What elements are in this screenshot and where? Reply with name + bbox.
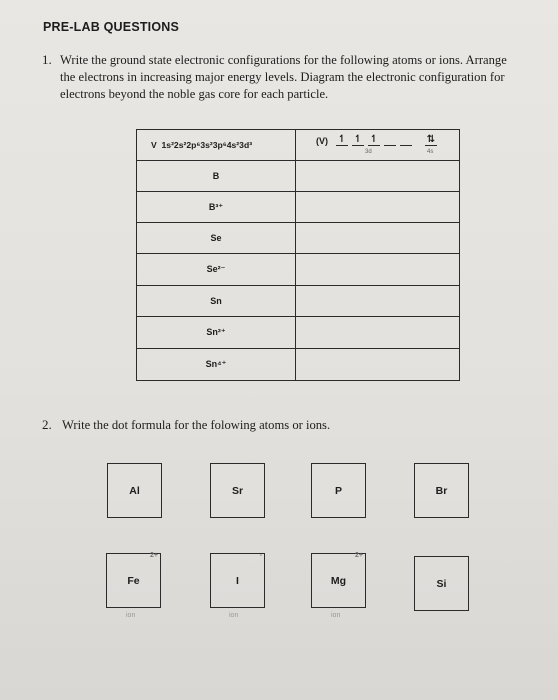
species-label: Se²⁻ <box>137 254 296 285</box>
example-config-cell <box>137 130 296 160</box>
species-label: B <box>137 161 296 191</box>
answer-cell <box>296 192 459 222</box>
answer-cell <box>296 254 459 285</box>
example-diagram-cell <box>296 130 459 160</box>
orbital-3d-3 <box>368 135 380 147</box>
answer-cell <box>296 223 459 253</box>
dot-box-sr <box>210 463 265 518</box>
table-row <box>137 316 459 348</box>
question-2-number: 2. <box>42 417 52 432</box>
answer-cell <box>296 286 459 316</box>
orbital-arrow: ⇅ <box>426 134 436 145</box>
orbital-arrow: ↿ <box>337 134 347 145</box>
example-symbol: V <box>151 140 157 150</box>
species-label: Se <box>137 223 296 253</box>
sublabel-3d: 3d <box>365 149 372 155</box>
species-label: B³⁺ <box>137 192 296 222</box>
element-symbol: Al <box>129 484 140 497</box>
dot-box-fe-ion <box>106 553 161 608</box>
answer-cell <box>296 161 459 191</box>
ion-charge: 2+ <box>355 552 363 559</box>
orbital-3d-1 <box>336 135 348 147</box>
dot-box-i-ion <box>210 553 265 608</box>
example-diagram-label: (V) <box>316 136 328 146</box>
dot-box-p <box>311 463 366 518</box>
dot-box-mg-ion <box>311 553 366 608</box>
dot-box-br <box>414 463 469 518</box>
element-symbol: Mg <box>330 574 347 587</box>
element-symbol: Fe <box>127 574 140 587</box>
orbital-3d-4 <box>384 135 396 147</box>
question-1-text: Write the ground state electronic configurations for the following atoms or ions. Arrange the electrons in increasing major energy levels. Diagram the electronic configuration for electrons beyond the noble gas core for each particle. <box>60 53 507 101</box>
electron-config-table <box>136 129 460 381</box>
species-label: Sn <box>137 286 296 316</box>
answer-cell <box>296 349 459 380</box>
ion-charge: 2+ <box>150 552 158 559</box>
element-symbol: Si <box>436 577 447 590</box>
element-symbol: P <box>334 484 342 497</box>
species-label: Sn²⁺ <box>137 317 296 348</box>
orbital-3d-2 <box>352 135 364 147</box>
table-row <box>137 191 459 222</box>
table-row <box>137 348 459 380</box>
species-label: Sn⁴⁺ <box>137 349 296 380</box>
table-row <box>137 285 459 316</box>
element-symbol: Br <box>435 484 448 497</box>
question-2-text: Write the dot formula for the folowing atoms or ions. <box>62 418 331 432</box>
example-row <box>137 130 459 160</box>
dot-box-si <box>414 556 469 611</box>
table-row <box>137 222 459 253</box>
table-row <box>137 160 459 191</box>
element-symbol: Sr <box>231 484 244 497</box>
dot-box-al <box>107 463 162 518</box>
answer-cell <box>296 317 459 348</box>
example-configuration: 1s²2s²2p⁶3s²3p⁶4s²3d³ <box>161 140 253 150</box>
orbital-4s <box>425 135 437 147</box>
element-symbol: I <box>236 574 239 587</box>
ion-label: ion <box>126 612 136 619</box>
ion-label: ion <box>229 612 239 619</box>
ion-label: ion <box>331 612 341 619</box>
page-heading: PRE-LAB QUESTIONS <box>43 20 180 34</box>
table-row <box>137 253 459 285</box>
question-1-number: 1. <box>42 52 52 67</box>
orbital-3d-5 <box>400 135 412 147</box>
orbital-arrow: ↿ <box>353 134 363 145</box>
orbital-arrow: ↿ <box>369 134 379 145</box>
ion-charge: - <box>259 552 262 559</box>
sublabel-4s: 4s <box>427 149 434 155</box>
